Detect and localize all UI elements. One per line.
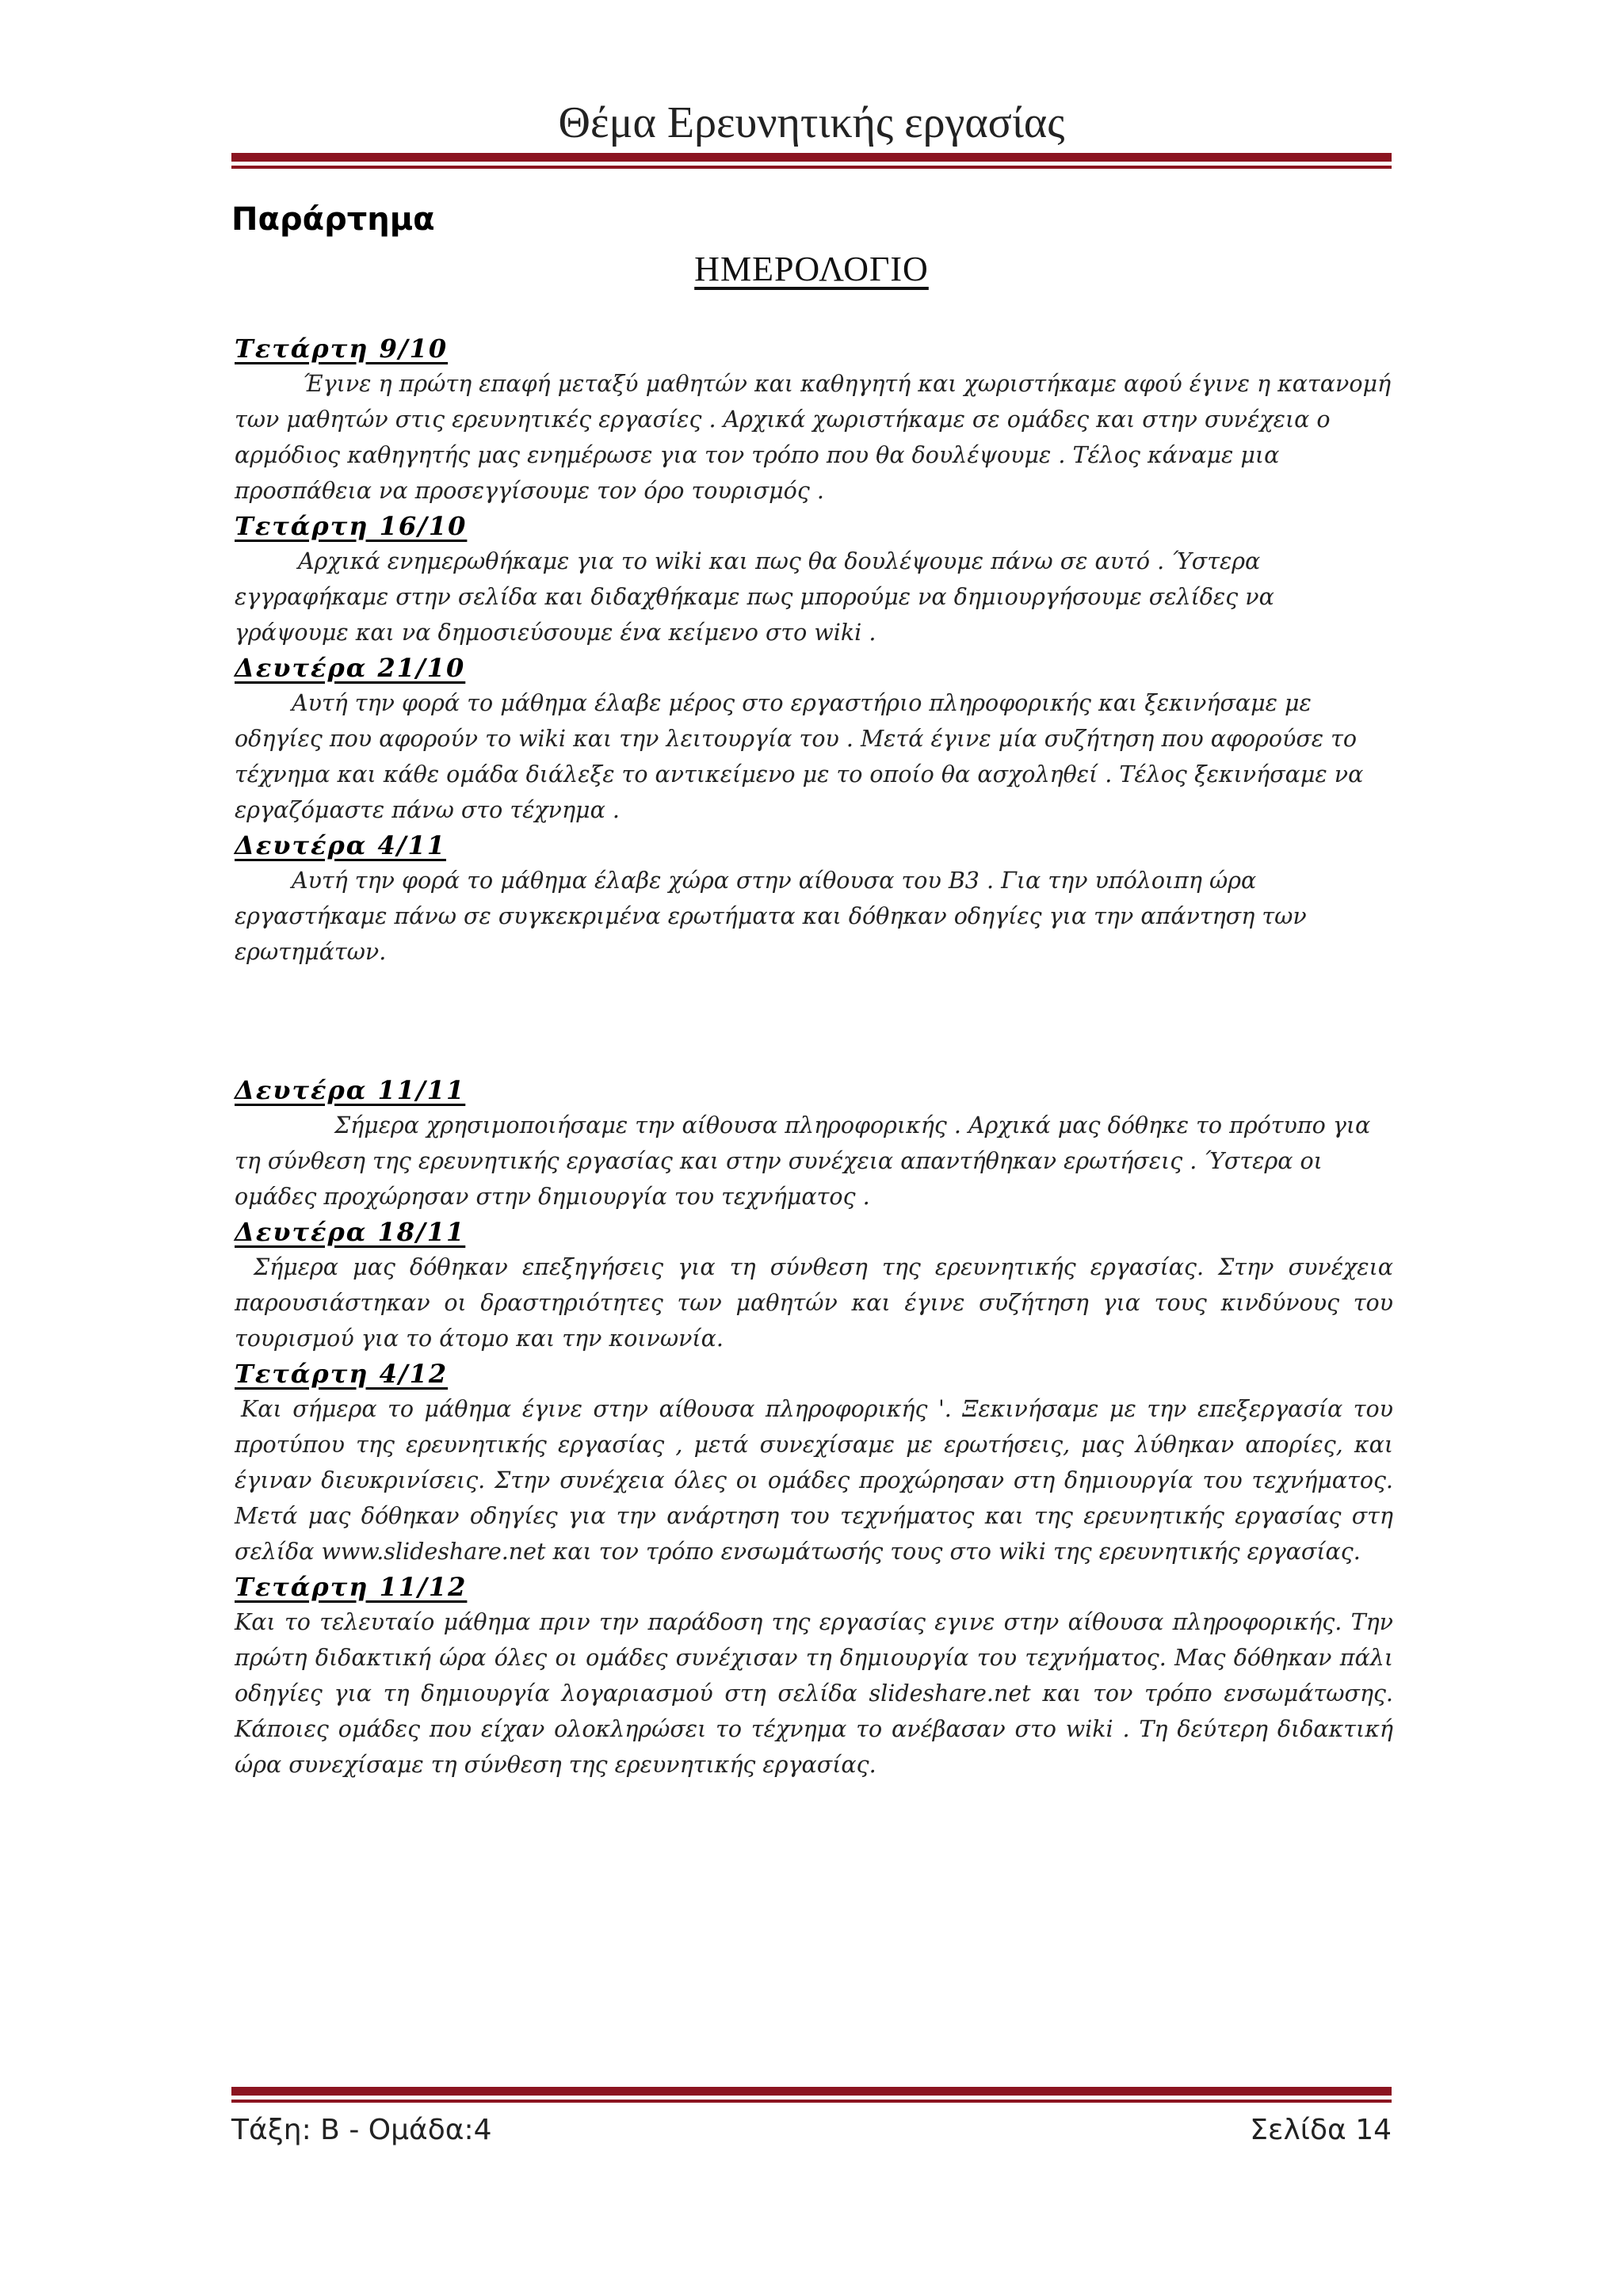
entry-date: Τετάρτη 16/10	[235, 511, 468, 541]
diary-entry	[235, 1356, 1393, 1569]
entry-text: Και σήμερα το μάθημα έγινε στην αίθουσα πληροφορικής '. Ξεκινήσαμε με την επεξεργασία του προτύπου της ερευνητικής εργασίας , μετά συνεχίσαμε με ερωτήσεις, μας λύθηκαν απορίες, και έγιναν διευκρινίσεις. Στην συνέχεια όλες οι ομάδες προχώρησαν στη δημιουργία του τεχνήματος. Μετά μας δόθηκαν οδηγίες για την ανάρτηση του τεχνήματος και της ερευνητικής εργασίας στη σελίδα www.slideshare.net και τον τρόπο ενσωμάτωσής τους στο wiki της ερευνητικής εργασίας.	[235, 1396, 1393, 1565]
header-rule	[231, 153, 1392, 169]
entry-date: Τετάρτη 9/10	[235, 334, 449, 364]
entry-date: Δευτέρα 18/11	[235, 1217, 466, 1247]
diary-entry	[235, 1215, 1393, 1356]
diary-entry	[235, 331, 1393, 509]
diary-entry	[235, 1073, 1393, 1215]
diary-entry	[235, 1569, 1393, 1783]
appendix-heading: Παράρτημα	[231, 201, 435, 238]
entry-text: Αυτή την φορά το μάθημα έλαβε χώρα στην αίθουσα του Β3 . Για την υπόλοιπη ώρα εργαστήκαμε πάνω σε συγκεκριμένα ερωτήματα και δόθηκαν οδηγίες για την απάντηση των ερωτημάτων.	[235, 868, 1307, 965]
entry-date: Τετάρτη 11/12	[235, 1572, 468, 1602]
entry-date: Δευτέρα 11/11	[235, 1075, 466, 1105]
diary-entry	[235, 828, 1393, 970]
entry-text: Έγινε η πρώτη επαφή μεταξύ μαθητών και καθηγητή και χωριστήκαμε αφού έγινε η κατανομή των μαθητών στις ερευνητικές εργασίες . Αρχικά χωριστήκαμε σε ομάδες και στην συνέχεια ο αρμόδιος καθηγητής μας ενημέρωσε για τον τρόπο που θα δουλέψουμε . Τέλος κάναμε μια προσπάθεια να προσεγγίσουμε τον όρο τουρισμός .	[235, 371, 1392, 504]
entry-text: Και το τελευταίο μάθημα πριν την παράδοση της εργασίας εγινε στην αίθουσα πληροφορικής. Την πρώτη διδακτική ώρα όλες οι ομάδες συνέχισαν τη δημιουργία του τεχνήματος. Μας δόθηκαν πάλι οδηγίες για τη δημιουργία λογαριασμού στη σελίδα slideshare.net και τον τρόπο ενσωμάτωσης. Κάποιες ομάδες που είχαν ολοκληρώσει το τέχνημα το ανέβασαν στο wiki . Τη δεύτερη διδακτική ώρα συνεχίσαμε τη σύνθεση της ερευνητικής εργασίας.	[235, 1609, 1393, 1778]
footer-rule	[231, 2087, 1392, 2103]
entry-text: Αυτή την φορά το μάθημα έλαβε μέρος στο εργαστήριο πληροφορικής και ξεκινήσαμε με οδηγίες που αφορούν το wiki και την λειτουργία του . Μετά έγινε μία συζήτηση που αφορούσε το τέχνημα και κάθε ομάδα διάλεξε το αντικείμενο με το οποίο θα ασχοληθεί . Τέλος ξεκινήσαμε να εργαζόμαστε πάνω στο τέχνημα .	[235, 690, 1364, 823]
diary-title: ΗΜΕΡΟΛΟΓΙΟ	[694, 250, 929, 288]
diary-entry	[235, 650, 1393, 828]
entry-date: Τετάρτη 4/12	[235, 1359, 449, 1389]
entry-text: Σήμερα χρησιμοποιήσαμε την αίθουσα πληροφορικής . Αρχικά μας δόθηκε το πρότυπο για τη σύνθεση της ερευνητικής εργασίας και στην συνέχεια απαντήθηκαν ερωτήσεις . Ύστερα οι ομάδες προχώρησαν στην δημιουργία του τεχνήματος .	[235, 1112, 1371, 1210]
page-number: Σελίδα 14	[1250, 2114, 1392, 2146]
entry-text: Αρχικά ενημερωθήκαμε για το wiki και πως θα δουλέψουμε πάνω σε αυτό . Ύστερα εγγραφήκαμε στην σελίδα και διδαχθήκαμε πως μπορούμε να δημιουργήσουμε σελίδες να γράψουμε και να δημοσιεύσουμε ένα κείμενο στο wiki .	[235, 548, 1274, 646]
diary-entry	[235, 509, 1393, 650]
entry-text: Σήμερα μας δόθηκαν επεξηγήσεις για τη σύνθεση της ερευνητικής εργασίας. Στην συνέχεια παρουσιάστηκαν οι δραστηριότητες των μαθητών και έγινε συζήτηση για τους κινδύνους του τουρισμού για το άτομο και την κοινωνία.	[235, 1254, 1393, 1352]
diary-entries	[235, 331, 1393, 1783]
entry-date: Δευτέρα 21/10	[235, 653, 466, 683]
page-header-title: Θέμα Ερευνητικής εργασίας	[558, 98, 1065, 147]
entry-date: Δευτέρα 4/11	[235, 830, 446, 860]
footer-class-group: Τάξη: Β - Ομάδα:4	[231, 2114, 492, 2146]
